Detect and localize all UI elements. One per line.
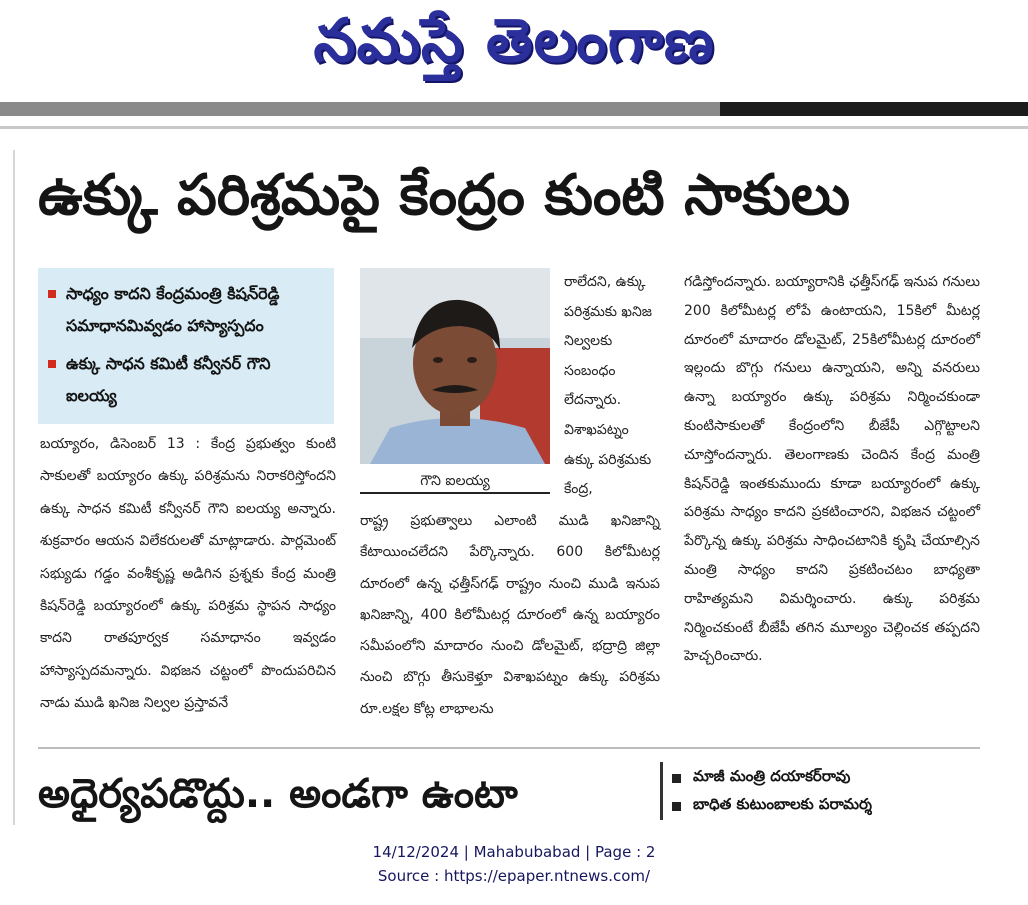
bullet-text: బాధిత కుటుంబాలకు పరామర్శ — [693, 795, 872, 813]
headline-vertical-rule — [660, 762, 663, 820]
person-photo — [360, 268, 550, 464]
masthead-divider — [0, 126, 1028, 129]
highlight-item — [48, 278, 326, 342]
photo-caption: గౌని ఐలయ్య — [360, 468, 550, 494]
masthead-bar-dark — [720, 102, 1028, 116]
masthead — [0, 0, 1028, 100]
red-bullet-icon — [48, 290, 56, 298]
bullet-text: మాజీ మంత్రి దయాకర్‌రావు — [693, 767, 851, 785]
article-column-1: బయ్యారం, డిసెంబర్ 13 : కేంద్ర ప్రభుత్వం కుంటి సాకులతో బయ్యారం ఉక్కు పరిశ్రమను నిరాకరిస్తోందని ఉక్కు సాధన కమిటీ కన్వీనర్ గౌని ఐలయ్య అన్నారు. శుక్రవారం ఆయన విలేకరులతో మాట్లాడారు. పార్లమెంట్ సభ్యుడు గడ్డం వంశీకృష్ణ అడిగిన ప్రశ్నకు కేంద్ర మంత్రి కిషన్‌రెడ్డి బయ్యారంలో ఉక్కు పరిశ్రమ స్థాపన సాధ్యం కాదని రాతపూర్వక సమాధానం ఇవ్వడం హాస్యాస్పదమన్నారు. విభజన చట్టంలో పొందుపరిచిన నాడు ముడి ఖనిజ నిల్వల ప్రస్తావనే — [40, 436, 336, 712]
highlight-text: ఉక్కు సాధన కమిటీ కన్వీనర్ గౌని ఐలయ్య — [66, 354, 271, 405]
article-column-2: రాలేదని, ఉక్కు పరిశ్రమకు ఖనిజ నిల్వలకు సంబంధం లేదన్నారు. విశాఖపట్నం ఉక్కు పరిశ్రమకు కేంద్ర, — [564, 274, 653, 498]
page-footer — [0, 840, 1028, 888]
newspaper-logo: నమస్తే తెలంగాణ — [313, 6, 715, 76]
source-link[interactable]: Source : https://epaper.ntnews.com/ — [377, 867, 651, 885]
article-divider — [38, 747, 980, 749]
highlights-box — [38, 268, 334, 424]
red-bullet-icon — [48, 360, 56, 368]
highlight-item — [48, 348, 326, 412]
square-bullet-icon — [672, 802, 681, 811]
masthead-bar-gray — [0, 102, 720, 116]
page-left-rule — [13, 150, 15, 825]
article-column-2-continued: రాష్ట్ర ప్రభుత్వాలు ఎలాంటి ముడి ఖనిజాన్ని కేటాయించలేదని పేర్కొన్నారు. 600 కిలోమీటర్ల దూరంలో ఉన్న ఛత్తీస్‌గఢ్ రాష్ట్రం నుంచి ముడి ఇనుప ఖనిజాన్ని, 400 కిలోమీటర్ల దూరంలో ఉన్న బయ్యారం సమీపంలోని మాదారం నుంచి డోలమైట్, భద్రాద్రి జిల్లా నుంచి బొగ్గు తీసుకెళ్తూ విశాఖపట్నం ఉక్కు పరిశ్రమ రూ.లక్షల కోట్ల లాభాలను — [360, 513, 660, 717]
bullet-item — [672, 792, 992, 820]
highlight-text: సాధ్యం కాదని కేంద్రమంత్రి కిషన్‌రెడ్డి సమాధానమివ్వడం హాస్యాస్పదం — [66, 284, 280, 335]
square-bullet-icon — [672, 774, 681, 783]
bullet-item — [672, 764, 992, 792]
portrait-icon — [360, 268, 550, 464]
second-article-bullets — [672, 764, 992, 820]
article-column-3: గడిస్తోందన్నారు. బయ్యారానికి ఛత్తీస్‌గఢ్ ఇనుప గనులు 200 కిలోమీటర్ల లోపే ఉంటాయని, 15కిలో మీటర్ల దూరంలో మాదారం డోలమైట్, 25కిలోమీటర్ల దూరంలో ఇల్లందు బొగ్గు గనులు ఉన్నాయని, అన్ని వనరులు ఉన్నా బయ్యారం ఉక్కు పరిశ్రమ నిర్మించకుండా కుంటిసాకులతో కేంద్రంలోని బీజేపీ ఎగ్గొట్టాలని చూస్తోందన్నారు. తెలంగాణకు చెందిన కేంద్ర మంత్రి కిషన్‌రెడ్డి ఇంతకుముందు కూడా బయ్యారంలో ఉక్కు పరిశ్రమ సాధ్యం కాదని ప్రకటించారని, విభజన చట్టంలో పేర్కొన్న ఉక్కు పరిశ్రమ సాధించటానికి కృషి చేయాల్సిన మంత్రి సాధ్యం కాదని ప్రకటించటం బాధ్యతా రాహిత్యమని విమర్శించారు. ఉక్కు పరిశ్రమ నిర్మించకుంటే బీజేపీ తగిన మూల్యం చెల్లించక తప్పదని హెచ్చరించారు. — [684, 274, 980, 665]
article-headline: ఉక్కు పరిశ్రమపై కేంద్రం కుంటి సాకులు — [38, 163, 850, 228]
edition-info: 14/12/2024 | Mahabubabad | Page : 2 — [372, 843, 656, 861]
second-article-headline: అధైర్యపడొద్దు.. అండగా ఉంటా — [38, 771, 518, 817]
